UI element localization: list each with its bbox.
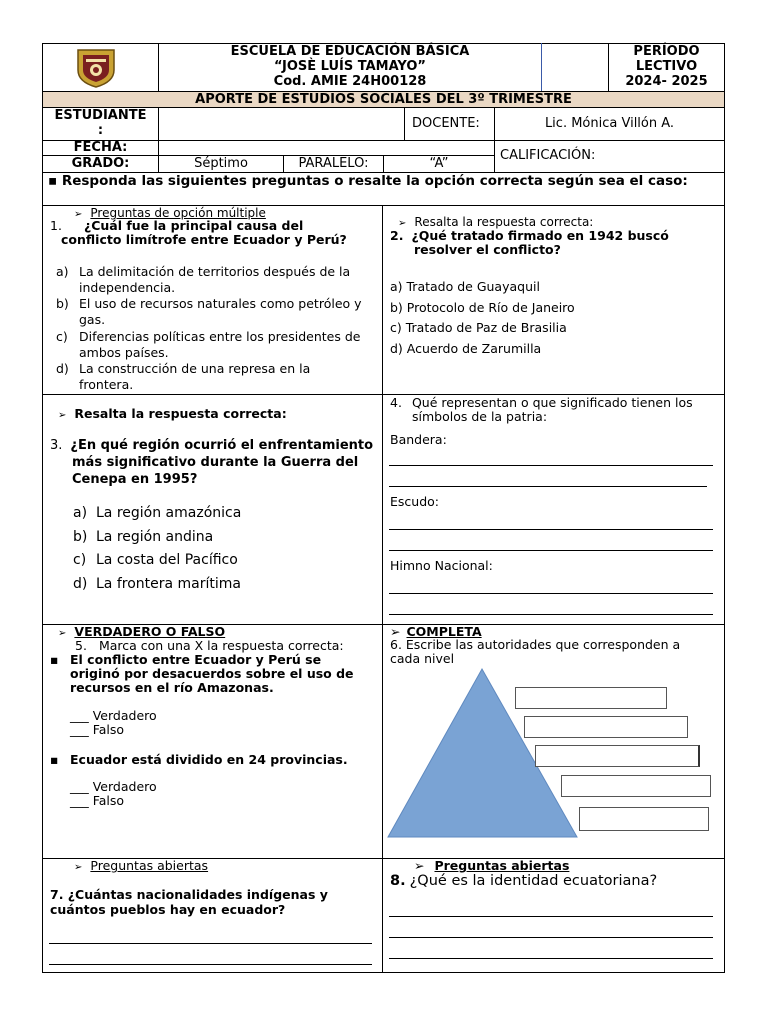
- q4-number: 4.: [390, 395, 402, 410]
- q3-question-l2: más significativo durante la Guerra del: [72, 455, 359, 470]
- q2-option-d[interactable]: d) Acuerdo de Zarumilla: [390, 341, 542, 356]
- pyramid-box-2[interactable]: [524, 716, 688, 738]
- school-label: ESCUELA DE EDUCACIÓN BÁSICA: [230, 44, 470, 59]
- q2-option-c[interactable]: c) Tratado de Paz de Brasilia: [390, 320, 567, 335]
- q2-number: 2.: [390, 228, 404, 243]
- arrow-bullet-icon: ➢: [398, 218, 407, 229]
- answer-line[interactable]: [389, 593, 713, 594]
- q8-question: [390, 873, 657, 889]
- q2-section: [398, 215, 593, 229]
- q3-option-b[interactable]: [73, 526, 241, 550]
- q3-section: [58, 406, 287, 421]
- q2-section-label: Resalta la respuesta correcta:: [414, 215, 594, 229]
- bandera-label: Bandera:: [390, 432, 447, 447]
- q5-s1-l3: recursos en el río Amazonas.: [70, 680, 274, 695]
- q1-option-c-text: [79, 329, 379, 361]
- q1-opt-b-l1: El uso de recursos naturales como petróleo y: [79, 296, 362, 311]
- q5-section-label: VERDADERO O FALSO: [74, 624, 226, 639]
- q2-question-b: resolver el conflicto?: [414, 242, 561, 257]
- exam-title-bar: [43, 92, 724, 107]
- q8-question-text: ¿Qué es la identidad ecuatoriana?: [409, 873, 658, 889]
- q2-option-b[interactable]: b) Protocolo de Río de Janeiro: [390, 300, 575, 315]
- q1-option-d-text: [79, 361, 379, 393]
- q2-question-a: ¿Qué tratado firmado en 1942 buscó: [411, 228, 669, 243]
- q1-option-b-text: [79, 296, 379, 328]
- q7-question-l2: cuántos pueblos hay en ecuador?: [50, 902, 286, 917]
- amie-code: Cod. AMIE 24H00128: [273, 74, 427, 89]
- q7-question-l1: 7. ¿Cuántas nacionalidades indígenas y: [50, 887, 328, 902]
- estudiante-colon: :: [97, 123, 104, 138]
- q3-opt-letter: d): [73, 575, 88, 592]
- q3-opt-text: La región amazónica: [96, 505, 242, 521]
- answer-line[interactable]: [389, 614, 713, 615]
- grado-label: GRADO:: [71, 156, 130, 171]
- q5-instruction-text: Marca con una X la respuesta correcta:: [98, 638, 344, 653]
- calificacion-label: CALIFICACIÓN:: [500, 148, 596, 163]
- bullet-icon: ▪: [50, 752, 59, 767]
- bullet-icon: ▪: [50, 652, 59, 667]
- q1-section-label: Preguntas de opción múltiple: [90, 206, 266, 220]
- answer-line[interactable]: [49, 964, 372, 965]
- answer-line[interactable]: [389, 958, 713, 959]
- q5-s1-l1: El conflicto entre Ecuador y Perú se: [70, 652, 322, 667]
- arrow-bullet-icon: ➢: [58, 410, 67, 421]
- q8-number: 8.: [390, 873, 406, 889]
- q7-section-label: Preguntas abiertas: [90, 858, 209, 873]
- q3-options: [73, 502, 241, 596]
- q3-question-l3: Cenepa en 1995?: [72, 472, 198, 487]
- pyramid-box-4[interactable]: [561, 775, 711, 797]
- q1-option-a-text: [79, 264, 379, 296]
- q5-number: 5.: [75, 638, 87, 653]
- q5-statement-1: [50, 653, 380, 695]
- school-logo: [74, 46, 118, 88]
- lectivo-label: LECTIVO: [635, 59, 698, 74]
- q3-opt-letter: a): [73, 505, 88, 521]
- estudiante-label: ESTUDIANTE: [54, 108, 147, 123]
- himno-label: Himno Nacional:: [390, 558, 493, 573]
- paralelo-label: PARALELO:: [298, 156, 369, 171]
- q5-s2-text: Ecuador está dividido en 24 provincias.: [70, 752, 348, 767]
- arrow-bullet-icon: ➢: [390, 624, 401, 639]
- paralelo-value: “A”: [429, 156, 449, 171]
- docente-label: DOCENTE:: [412, 116, 480, 131]
- falso-option[interactable]: ___ Falso: [70, 722, 125, 737]
- q2-option-a[interactable]: a) Tratado de Guayaquil: [390, 279, 540, 294]
- q3-section-label: Resalta la respuesta correcta:: [74, 406, 287, 421]
- answer-line[interactable]: [389, 529, 713, 530]
- q3-option-a[interactable]: [73, 502, 241, 526]
- q5-instruction: [75, 638, 344, 653]
- q1-option-b[interactable]: [56, 296, 69, 312]
- q3-opt-letter: c): [73, 552, 87, 568]
- q1-opt-letter: c): [56, 329, 68, 344]
- pyramid-box-5[interactable]: [579, 807, 709, 831]
- q6-instruction-l2: cada nivel: [390, 651, 455, 666]
- q8-section: [414, 858, 569, 873]
- q4-question-l1: Qué representan o que significado tienen los: [411, 395, 693, 410]
- answer-line[interactable]: [389, 465, 713, 466]
- q3-question-l1: ¿En qué región ocurrió el enfrentamiento: [70, 438, 374, 453]
- pyramid-box-1[interactable]: [515, 687, 667, 709]
- q5-section: [58, 624, 225, 639]
- falso-option[interactable]: ___ Falso: [70, 793, 125, 808]
- answer-line[interactable]: [389, 550, 713, 551]
- q1-opt-letter: b): [56, 296, 69, 311]
- verdadero-option[interactable]: ___ Verdadero: [70, 779, 157, 794]
- q5-s1-l2: originó por desacuerdos sobre el uso de: [70, 666, 354, 681]
- q3-opt-letter: b): [73, 528, 88, 545]
- answer-line[interactable]: [389, 937, 713, 938]
- instructions: ▪ Responda las siguientes preguntas o resalte la opción correcta según sea el caso:: [48, 173, 688, 189]
- q6-section-label: COMPLETA: [406, 624, 482, 639]
- pyramid-box-3[interactable]: [535, 745, 700, 767]
- q1-opt-b-l2: gas.: [79, 312, 106, 327]
- q1-opt-a-l2: independencia.: [79, 280, 176, 295]
- fecha-label: FECHA:: [73, 140, 128, 155]
- q1-opt-c-l2: ambos países.: [79, 345, 169, 360]
- q1-opt-a-l1: La delimitación de territorios después de la: [79, 264, 351, 279]
- escudo-label: Escudo:: [390, 494, 439, 509]
- q1-opt-d-l2: frontera.: [79, 377, 134, 392]
- q3-option-c[interactable]: [73, 549, 241, 573]
- q7-section: [74, 858, 208, 873]
- answer-line[interactable]: [49, 943, 372, 944]
- q1-number: 1.: [50, 218, 62, 233]
- school-name: “JOSÈ LUÍS TAMAYO”: [274, 59, 426, 74]
- exam-title: APORTE DE ESTUDIOS SOCIALES DEL 3º TRIMESTRE: [195, 92, 572, 107]
- q4-question-l2: símbolos de la patria:: [412, 409, 548, 424]
- arrow-bullet-icon: ➢: [74, 862, 83, 873]
- q1-option-a[interactable]: [56, 264, 69, 280]
- q3-opt-text: La frontera marítima: [96, 575, 241, 592]
- q3-option-d[interactable]: [73, 573, 241, 597]
- q3-opt-text: La región andina: [96, 528, 214, 545]
- q5-statement-2: [50, 752, 348, 767]
- arrow-bullet-icon: ➢: [414, 858, 425, 873]
- q1-opt-letter: a): [56, 264, 69, 279]
- q8-section-label: Preguntas abiertas: [434, 858, 570, 873]
- estudiante-field[interactable]: [159, 108, 404, 140]
- fecha-field[interactable]: [159, 141, 494, 155]
- q1-question-b: conflicto limítrofe entre Ecuador y Perú?: [61, 232, 347, 247]
- q3-opt-text: La costa del Pacífico: [96, 552, 238, 568]
- periodo-label: PERÍODO: [633, 44, 700, 59]
- answer-line[interactable]: [389, 486, 707, 487]
- q1-question-a: ¿Cuál fue la principal causa del: [83, 218, 304, 233]
- q1-opt-c-l1: Diferencias políticas entre los presidentes de: [79, 329, 361, 344]
- q1-option-c[interactable]: [56, 329, 68, 345]
- arrow-bullet-icon: ➢: [74, 209, 83, 220]
- grado-value: Séptimo: [194, 156, 248, 171]
- arrow-bullet-icon: ➢: [58, 628, 67, 639]
- q1-option-d[interactable]: [56, 361, 69, 377]
- q6-instruction-l1: 6. Escribe las autoridades que corresponden a: [390, 637, 681, 652]
- q1-opt-letter: d): [56, 361, 69, 376]
- docente-value: Lic. Mónica Villón A.: [544, 116, 675, 131]
- school-year: 2024- 2025: [625, 74, 708, 89]
- q1-opt-d-l1: La construcción de una represa en la: [79, 361, 311, 376]
- verdadero-option[interactable]: ___ Verdadero: [70, 708, 157, 723]
- q3-number: 3.: [50, 438, 63, 453]
- answer-line[interactable]: [389, 916, 713, 917]
